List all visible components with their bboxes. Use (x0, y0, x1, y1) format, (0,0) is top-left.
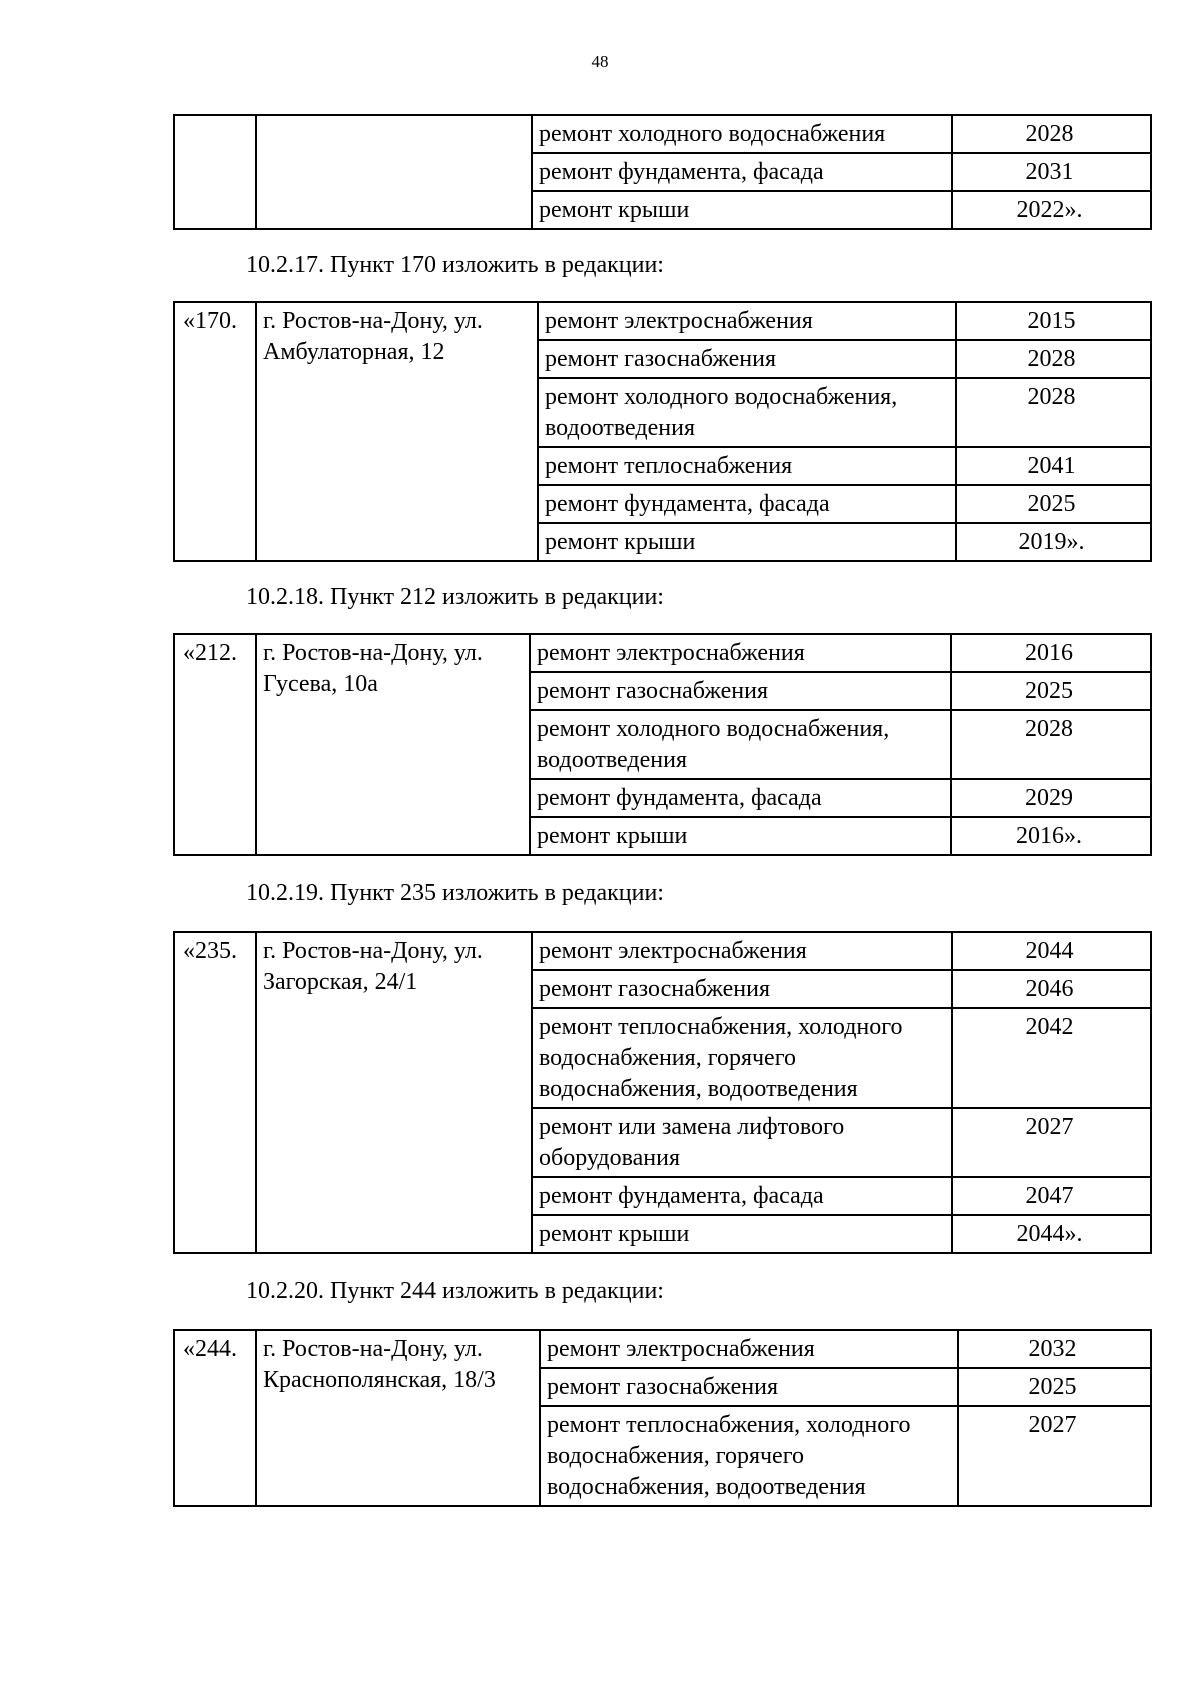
work-cell: ремонт крыши (532, 191, 952, 229)
section-heading: 10.2.19. Пункт 235 изложить в редакции: (246, 880, 664, 906)
section-heading: 10.2.18. Пункт 212 изложить в редакции: (246, 584, 664, 610)
year-cell: 2027 (958, 1406, 1151, 1506)
table-row (174, 634, 1151, 672)
address-cell: г. Ростов-на-Дону, ул. Гусева, 10а (256, 634, 530, 855)
year-cell: 2025 (951, 672, 1151, 710)
work-cell: ремонт холодного водоснабжения (532, 115, 952, 153)
work-cell: ремонт фундамента, фасада (532, 153, 952, 191)
item-number-cell: «170. (174, 302, 256, 561)
work-cell: ремонт теплоснабжения, холодного водоснабжения, горячего водоснабжения, водоотведения (532, 1008, 952, 1108)
year-cell: 2032 (958, 1330, 1151, 1368)
table-row (174, 932, 1151, 970)
work-cell: ремонт электроснабжения (538, 302, 956, 340)
work-cell: ремонт крыши (532, 1215, 952, 1253)
section-heading: 10.2.20. Пункт 244 изложить в редакции: (246, 1278, 664, 1304)
work-cell: ремонт электроснабжения (532, 932, 952, 970)
registry-table (173, 1329, 1152, 1507)
year-cell: 2028 (951, 710, 1151, 779)
work-cell: ремонт фундамента, фасада (530, 779, 951, 817)
work-cell: ремонт крыши (530, 817, 951, 855)
document-body (173, 114, 1150, 1507)
year-cell: 2028 (956, 378, 1151, 447)
work-cell: ремонт фундамента, фасада (532, 1177, 952, 1215)
work-cell: ремонт фундамента, фасада (538, 485, 956, 523)
address-cell: г. Ростов-на-Дону, ул. Загорская, 24/1 (256, 932, 532, 1253)
table-row (174, 115, 1151, 153)
registry-table (173, 114, 1152, 230)
page-number: 48 (591, 52, 609, 71)
registry-table (173, 633, 1152, 856)
work-cell: ремонт холодного водоснабжения, водоотведения (530, 710, 951, 779)
work-cell: ремонт электроснабжения (540, 1330, 958, 1368)
year-cell: 2028 (952, 115, 1151, 153)
year-cell: 2044 (952, 932, 1151, 970)
address-cell (256, 115, 532, 229)
table-row (174, 1330, 1151, 1368)
address-cell: г. Ростов-на-Дону, ул. Амбулаторная, 12 (256, 302, 538, 561)
work-cell: ремонт газоснабжения (540, 1368, 958, 1406)
year-cell: 2029 (951, 779, 1151, 817)
work-cell: ремонт теплоснабжения (538, 447, 956, 485)
work-cell: ремонт газоснабжения (538, 340, 956, 378)
work-cell: ремонт газоснабжения (532, 970, 952, 1008)
year-cell: 2025 (956, 485, 1151, 523)
year-cell: 2046 (952, 970, 1151, 1008)
year-cell: 2031 (952, 153, 1151, 191)
year-cell: 2044». (952, 1215, 1151, 1253)
registry-table (173, 301, 1152, 562)
work-cell: ремонт крыши (538, 523, 956, 561)
year-cell: 2047 (952, 1177, 1151, 1215)
address-cell: г. Ростов-на-Дону, ул. Краснополянская, 18/3 (256, 1330, 540, 1506)
table-row (174, 302, 1151, 340)
work-cell: ремонт теплоснабжения, холодного водоснабжения, горячего водоснабжения, водоотведения (540, 1406, 958, 1506)
year-cell: 2022». (952, 191, 1151, 229)
section-heading: 10.2.17. Пункт 170 изложить в редакции: (246, 252, 664, 278)
item-number-cell: «235. (174, 932, 256, 1253)
year-cell: 2015 (956, 302, 1151, 340)
year-cell: 2028 (956, 340, 1151, 378)
year-cell: 2041 (956, 447, 1151, 485)
work-cell: ремонт или замена лифтового оборудования (532, 1108, 952, 1177)
year-cell: 2042 (952, 1008, 1151, 1108)
item-number-cell (174, 115, 256, 229)
year-cell: 2019». (956, 523, 1151, 561)
work-cell: ремонт электроснабжения (530, 634, 951, 672)
year-cell: 2016 (951, 634, 1151, 672)
work-cell: ремонт газоснабжения (530, 672, 951, 710)
year-cell: 2027 (952, 1108, 1151, 1177)
item-number-cell: «212. (174, 634, 256, 855)
registry-table (173, 931, 1152, 1254)
year-cell: 2025 (958, 1368, 1151, 1406)
item-number-cell: «244. (174, 1330, 256, 1506)
work-cell: ремонт холодного водоснабжения, водоотведения (538, 378, 956, 447)
year-cell: 2016». (951, 817, 1151, 855)
